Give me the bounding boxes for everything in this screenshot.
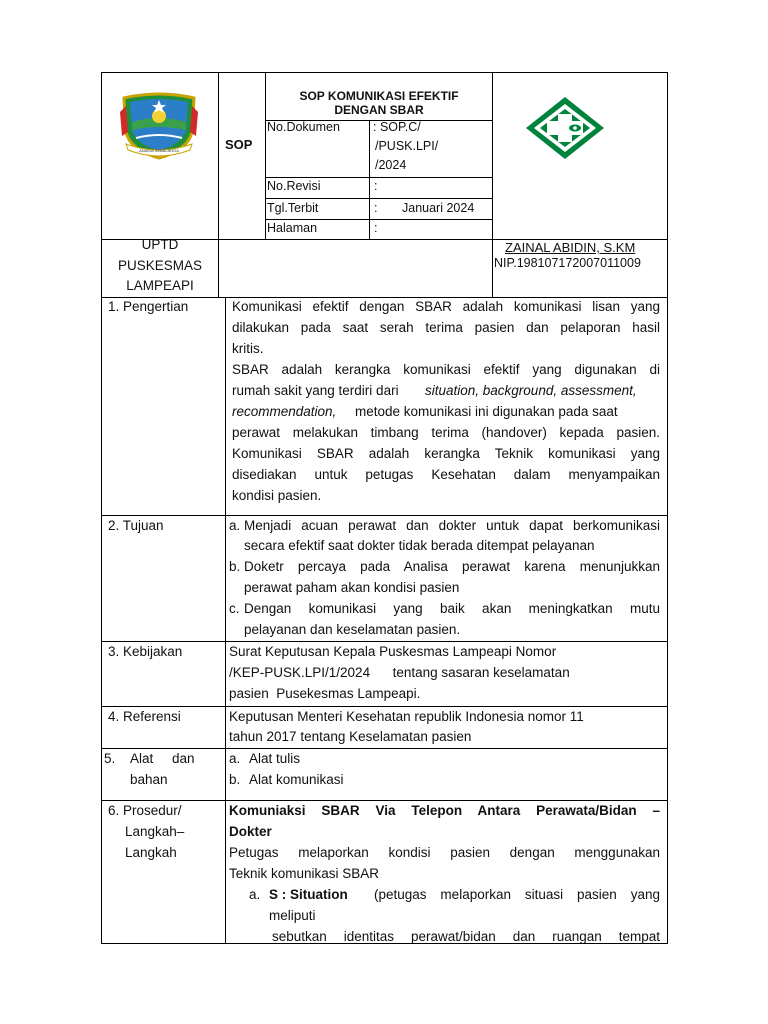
no-dokumen-value-1: : SOP.C/ (373, 120, 421, 134)
prosedur-step-a-rest: (petugas melaporkan situasi pasien yang (374, 887, 660, 902)
pengertian-line-1: Komunikasi efektif dengan SBAR adalah komunikasi lisan yang (232, 299, 660, 314)
tujuan-item-a-marker: a. (229, 518, 241, 533)
tgl-terbit-colon: : (374, 201, 378, 215)
halaman-value: : (374, 221, 378, 235)
no-dokumen-value-3: /2024 (375, 158, 407, 172)
pengertian-label: 1. Pengertian (108, 299, 189, 314)
pengertian-line-7: perawat melakukan timbang terima (handover) kepada pasien. (232, 425, 660, 440)
prosedur-intro-line2: Teknik komunikasi SBAR (229, 866, 380, 881)
pengertian-line-4: SBAR adalah kerangka komunikasi efektif yang digunakan di (232, 362, 660, 377)
tujuan-item-b-marker: b. (229, 559, 241, 574)
no-dokumen-label: No.Dokumen (267, 120, 340, 134)
tujuan-item-c-marker: c. (229, 601, 240, 616)
alat-label-num: 5. (104, 751, 116, 766)
pengertian-line-10: kondisi pasien. (232, 488, 322, 503)
pengertian-line-2: dilakukan pada saat serah terima pasien dan pelaporan hasil (232, 320, 660, 335)
prosedur-label-2: Langkah– (125, 824, 185, 839)
unit-line-2: PUSKESMAS (117, 258, 203, 273)
prosedur-label-1: 6. Prosedur/ (108, 803, 182, 818)
tujuan-item-b-line1: Doketr percaya pada Analisa perawat karena menunjukkan (244, 559, 660, 574)
prosedur-heading-line2: Dokter (229, 824, 272, 839)
no-revisi-label: No.Revisi (267, 179, 321, 193)
alat-item-b-text: Alat komunikasi (249, 772, 344, 787)
signer-nip: NIP.198107172007011009 (494, 256, 641, 270)
prosedur-step-a-line2: meliputi (269, 908, 316, 923)
alat-label-a: Alat (130, 751, 154, 766)
referensi-line-2: tahun 2017 tentang Keselamatan pasien (229, 729, 472, 744)
prosedur-step-a-line3: sebutkan identitas perawat/bidan dan ruangan tempat (272, 929, 660, 944)
pengertian-line-5a: rumah sakit yang terdiri dari (232, 383, 399, 398)
prosedur-step-a-marker: a. (249, 887, 261, 902)
tujuan-item-a-line2: secara efektif saat dokter tidak berada ditempat pelayanan (244, 538, 595, 553)
unit-line-1: UPTD (141, 237, 179, 252)
signer-name: ZAINAL ABIDIN, S.KM (505, 240, 636, 255)
emblem-banner-text: ANAKIA SEBALAHOA (139, 148, 179, 153)
kebijakan-label: 3. Kebijakan (108, 644, 183, 659)
pengertian-line-8: Komunikasi SBAR adalah kerangka Teknik komunikasi yang (232, 446, 660, 461)
pengertian-line-6a: recommendation, (232, 404, 337, 419)
prosedur-heading-line1: Komuniaksi SBAR Via Telepon Antara Perawata/Bidan – (229, 803, 660, 818)
prosedur-intro-line1: Petugas melaporkan kondisi pasien dengan menggunakan (229, 845, 660, 860)
halaman-label: Halaman (267, 221, 318, 235)
alat-item-a-text: Alat tulis (249, 751, 301, 766)
alat-label-c: bahan (130, 772, 168, 787)
kebijakan-line-3: pasien Pusekesmas Lampeapi. (229, 686, 421, 701)
sop-title-line2: DENGAN SBAR (334, 103, 424, 117)
puskesmas-logo (525, 96, 605, 160)
unit-line-3: LAMPEAPI (126, 278, 194, 293)
no-revisi-value: : (374, 179, 378, 193)
pengertian-line-9: disediakan untuk petugas Kesehatan dalam menyampaikan (232, 467, 660, 482)
pengertian-line-3: kritis. (232, 341, 264, 356)
pengertian-line-6b: metode komunikasi ini digunakan pada saat (355, 404, 618, 419)
tujuan-item-a-line1: Menjadi acuan perawat dan dokter untuk dapat berkomunikasi (244, 518, 660, 533)
kebijakan-line-2: /KEP-PUSK.LPI/1/2024 tentang sasaran keselamatan (229, 665, 570, 680)
alat-item-b-marker: b. (229, 772, 241, 787)
tujuan-item-c-line1: Dengan komunikasi yang baik akan meningkatkan mutu (244, 601, 660, 616)
pengertian-line-5b: situation, background, assessment, (425, 383, 637, 398)
tujuan-item-c-line2: pelayanan dan keselamatan pasien. (244, 622, 461, 637)
alat-item-a-marker: a. (229, 751, 241, 766)
sop-title-line1: SOP KOMUNIKASI EFEKTIF (299, 89, 459, 103)
tgl-terbit-value: Januari 2024 (402, 201, 475, 215)
prosedur-step-a-title: S : Situation (269, 887, 348, 902)
tujuan-label: 2. Tujuan (108, 518, 164, 533)
referensi-line-1: Keputusan Menteri Kesehatan republik Indonesia nomor 11 (229, 709, 584, 724)
kebijakan-line-1: Surat Keputusan Kepala Puskesmas Lampeapi Nomor (229, 644, 557, 659)
green-cross-icon (525, 96, 605, 160)
tujuan-item-b-line2: perawat paham akan kondisi pasien (244, 580, 460, 595)
prosedur-label-3: Langkah (125, 845, 177, 860)
sop-label: SOP (225, 137, 253, 152)
no-dokumen-value-2: /PUSK.LPI/ (375, 139, 439, 153)
alat-label-b: dan (172, 751, 195, 766)
tgl-terbit-label: Tgl.Terbit (267, 201, 319, 215)
referensi-label: 4. Referensi (108, 709, 181, 724)
